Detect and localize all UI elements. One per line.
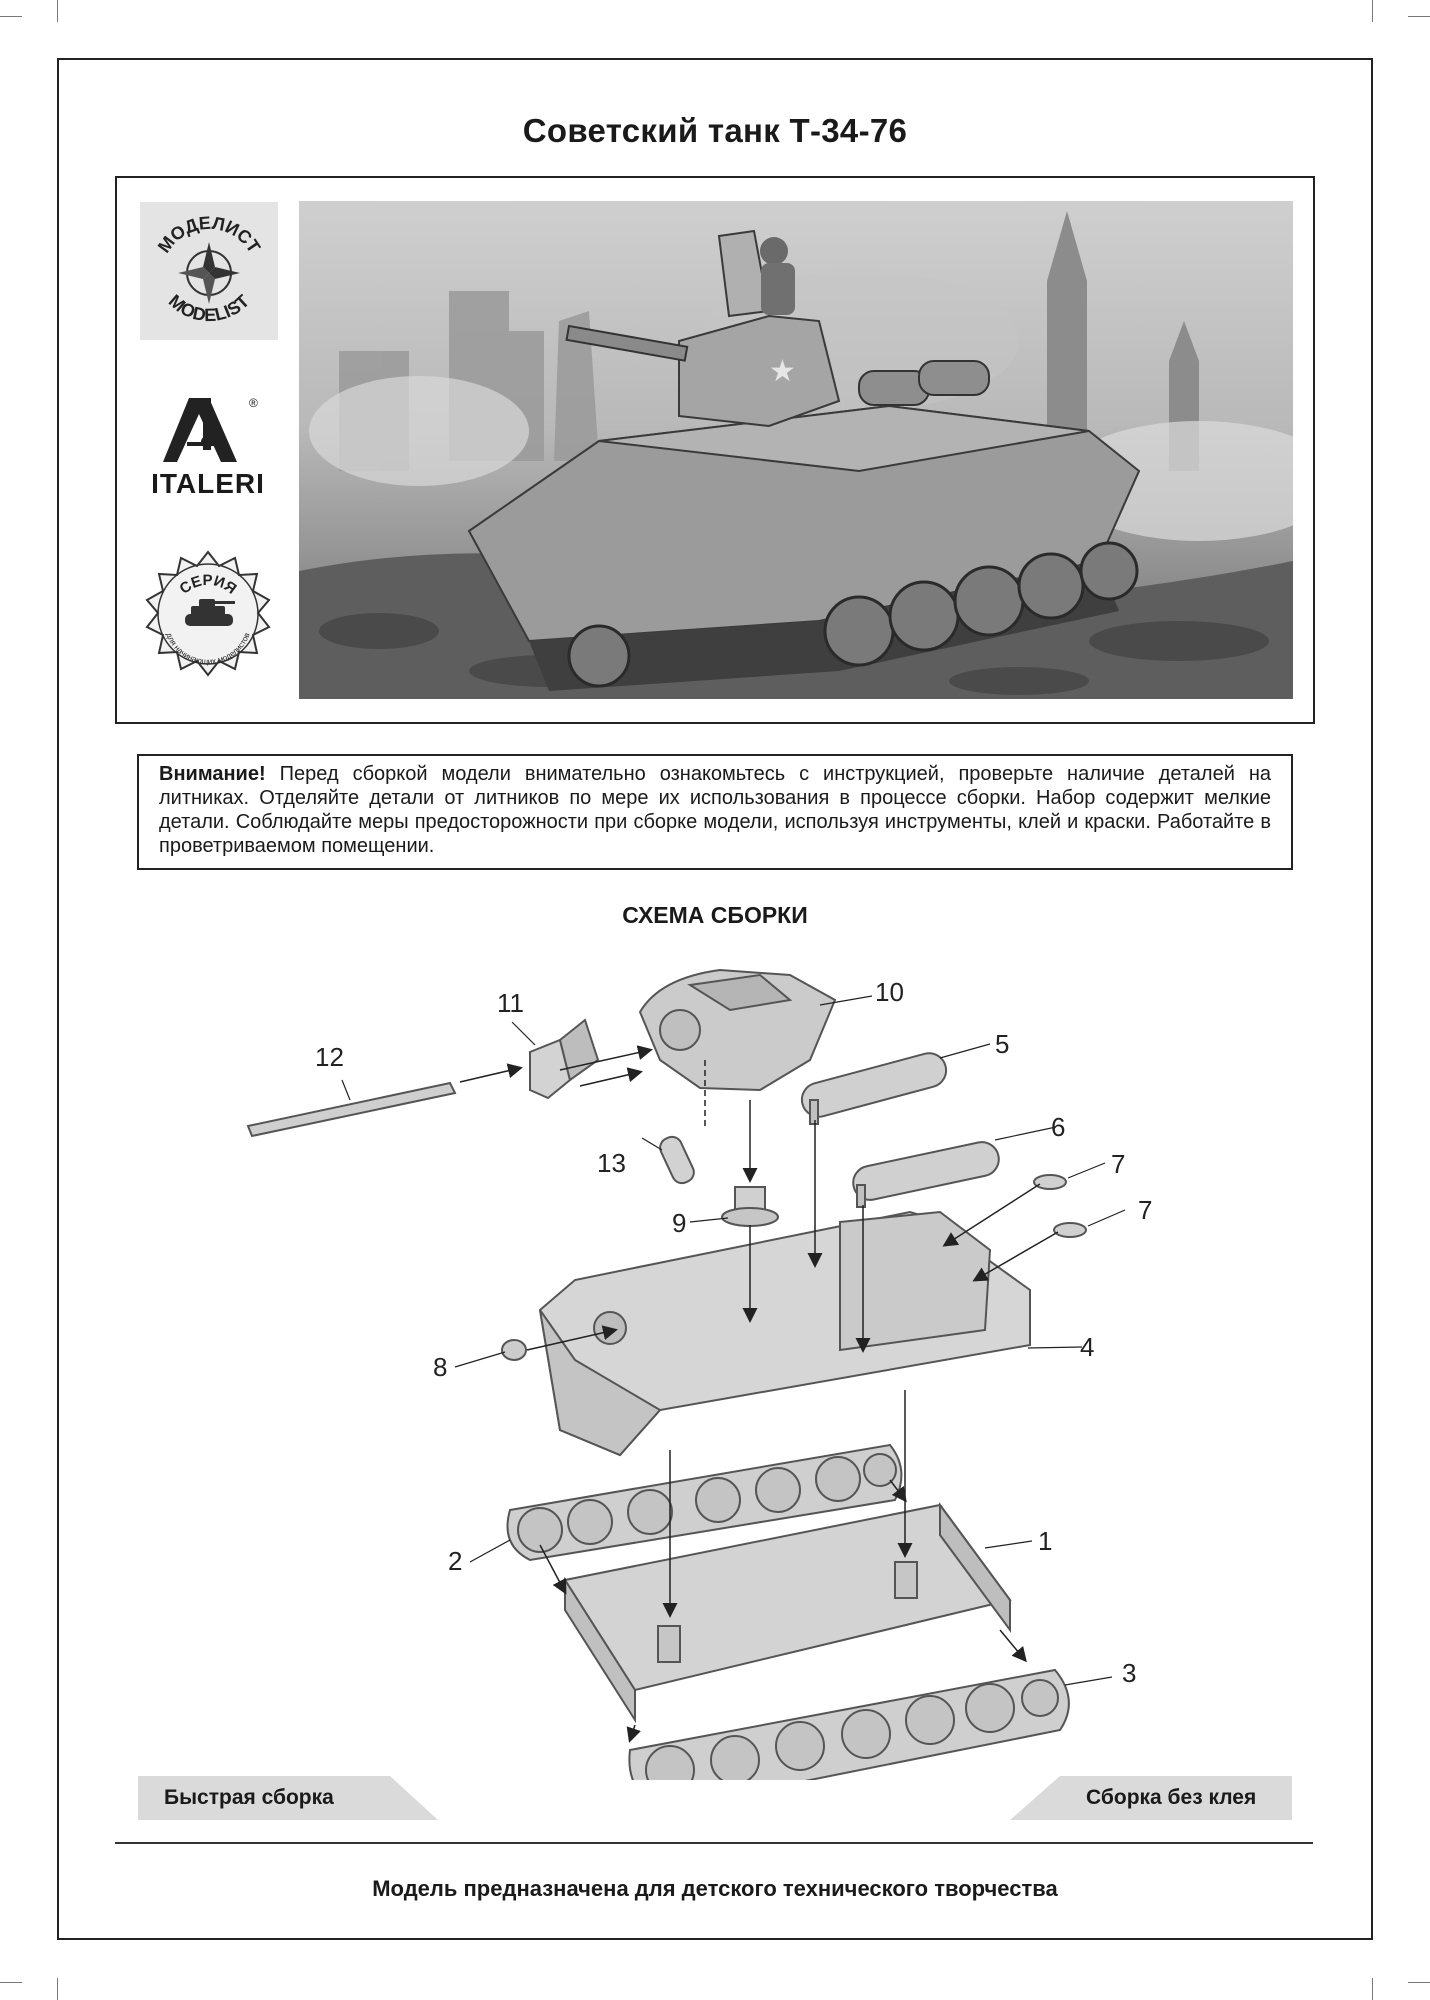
italeri-wordmark: ITALERI bbox=[151, 468, 265, 499]
crop-mark bbox=[1408, 16, 1430, 17]
crop-mark bbox=[57, 1978, 58, 2000]
part-number-3: 3 bbox=[1122, 1658, 1137, 1688]
badge-seal-icon bbox=[137, 548, 279, 690]
italeri-logo bbox=[137, 396, 279, 506]
part-number-10: 10 bbox=[875, 977, 904, 1007]
part-fuel-tanks-lower bbox=[850, 1139, 1002, 1207]
warning-label: Внимание! bbox=[159, 763, 266, 785]
part-number-5: 5 bbox=[995, 1029, 1010, 1059]
modelist-logo bbox=[140, 202, 278, 340]
series-subtext: для начинающих моделистов bbox=[164, 631, 252, 667]
part-number-9: 9 bbox=[672, 1208, 687, 1238]
part-turret bbox=[640, 970, 835, 1090]
part-headlight-1 bbox=[1034, 1175, 1066, 1189]
assembly-diagram bbox=[0, 960, 1430, 1780]
part-number-12: 12 bbox=[315, 1042, 344, 1072]
part-fuel-tanks-upper bbox=[798, 1049, 950, 1124]
part-number-8: 8 bbox=[433, 1352, 448, 1382]
crop-mark bbox=[0, 16, 22, 17]
part-number-11: 11 bbox=[497, 988, 524, 1018]
part-track-right bbox=[629, 1670, 1069, 1780]
series-text: СЕРИЯ bbox=[176, 571, 240, 598]
quick-assembly-label: Быстрая сборка bbox=[164, 1786, 334, 1809]
warning-text: Перед сборкой модели внимательно ознакомьтесь с инструкцией, проверьте наличие деталей на литниках. Отделяйте детали от литников по мере их использования в процессе сборки. Набор содержит мелкие детали. Соблюдайте меры предосторожности при сборке модели, используя инструменты, клей и краски. Работайте в проветриваемом помещении. bbox=[159, 763, 1271, 857]
crop-mark bbox=[57, 0, 58, 22]
modelist-text-en: MODELIST bbox=[164, 290, 254, 326]
part-number-4: 4 bbox=[1080, 1332, 1095, 1362]
crop-mark bbox=[0, 1982, 22, 1983]
part-turret-pin bbox=[722, 1187, 778, 1226]
part-headlight-2 bbox=[1054, 1223, 1086, 1237]
series-badge bbox=[137, 548, 279, 690]
part-number-6: 6 bbox=[1051, 1112, 1066, 1142]
crop-mark bbox=[1408, 1982, 1430, 1983]
part-number-7a: 7 bbox=[1111, 1149, 1126, 1179]
part-hatch bbox=[657, 1134, 697, 1187]
part-barrel bbox=[248, 1083, 455, 1136]
part-number-2: 2 bbox=[448, 1546, 463, 1576]
quick-assembly-tag bbox=[138, 1776, 440, 1820]
page-title: Советский танк Т-34-76 bbox=[522, 112, 908, 149]
warning-notice bbox=[137, 754, 1293, 870]
part-hull-mg bbox=[502, 1340, 526, 1360]
crop-mark bbox=[1372, 0, 1373, 22]
no-glue-tag bbox=[1010, 1776, 1292, 1820]
part-number-7b: 7 bbox=[1138, 1195, 1153, 1225]
compass-star-icon bbox=[140, 202, 278, 340]
footer-note: Модель предназначена для детского технического творчества bbox=[372, 1876, 1058, 1901]
hero-panel bbox=[115, 176, 1315, 724]
tank-scene-illustration bbox=[299, 201, 1293, 699]
modelist-text-ru: МОДЕЛИСТ bbox=[153, 212, 265, 257]
registered-mark: ® bbox=[249, 396, 258, 410]
part-number-1: 1 bbox=[1038, 1526, 1053, 1556]
box-art-illustration bbox=[299, 201, 1293, 699]
assembly-title: СХЕМА СБОРКИ bbox=[622, 902, 808, 928]
part-upper-hull bbox=[540, 1212, 1030, 1455]
part-gun-mantlet bbox=[530, 1020, 598, 1098]
no-glue-label: Сборка без клея bbox=[1086, 1786, 1257, 1809]
divider bbox=[115, 1842, 1313, 1844]
crop-mark bbox=[1372, 1978, 1373, 2000]
turret-star: ★ bbox=[769, 354, 796, 389]
part-number-13: 13 bbox=[597, 1148, 626, 1178]
